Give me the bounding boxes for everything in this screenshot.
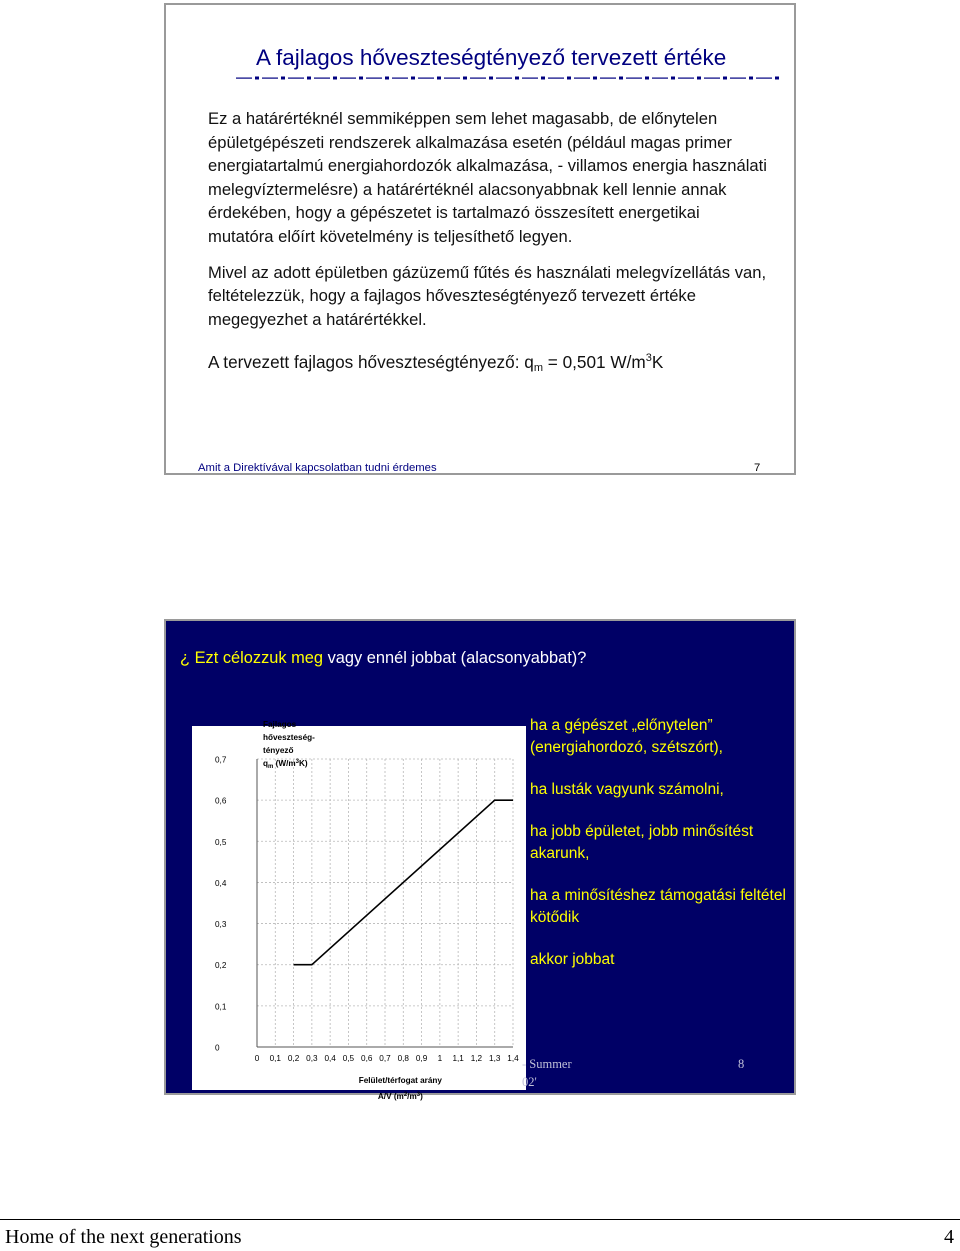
slide-8 bbox=[164, 619, 796, 1101]
rule-dash bbox=[314, 78, 330, 79]
y-axis-title-line: tényező bbox=[263, 746, 294, 755]
slide-question bbox=[180, 649, 586, 668]
rule-dot bbox=[411, 77, 415, 80]
rule-dash bbox=[652, 78, 668, 79]
question-rest: vagy ennél jobbat (alacsonyabbat)? bbox=[323, 649, 587, 667]
rule-dot bbox=[333, 77, 337, 80]
x-tick-label: 0,7 bbox=[379, 1054, 391, 1063]
rule-dot bbox=[541, 77, 545, 80]
rule-dash bbox=[574, 78, 590, 79]
y-axis-unit: $q_m$ $(W/m^3K)$ bbox=[263, 759, 308, 770]
slide-page-number: 8 bbox=[738, 1057, 745, 1071]
rule-dash bbox=[418, 78, 434, 79]
formula-superscript: 3 bbox=[645, 352, 652, 365]
formula-prefix: A tervezett fajlagos hőveszteségtényező: q bbox=[208, 352, 534, 373]
page-footer-text: Home of the next generations bbox=[5, 1226, 242, 1248]
rule-dot bbox=[385, 77, 389, 80]
formula-subscript: m bbox=[533, 362, 543, 375]
rule-dot bbox=[567, 77, 571, 80]
formula-suffix: K bbox=[651, 352, 664, 373]
rule-dash bbox=[340, 78, 356, 79]
reason-item: ha a minősítéshez támogatási feltétel kötődik bbox=[530, 887, 786, 926]
reason-item: akkor jobbat bbox=[530, 951, 615, 968]
reason-item: ha lusták vagyunk számolni, bbox=[530, 781, 724, 798]
rule-dash bbox=[444, 78, 460, 79]
rule-dot bbox=[515, 77, 519, 80]
title-rule bbox=[236, 76, 770, 80]
chart-grid bbox=[257, 759, 513, 1047]
slide-footer: Amit a Direktívával kapcsolatban tudni érdemes bbox=[198, 462, 437, 474]
rule-dot bbox=[775, 77, 779, 80]
rule-dot bbox=[307, 77, 311, 80]
question-highlight: Ezt célozzuk meg bbox=[194, 649, 324, 667]
slide-title: A fajlagos hőveszteségtényező tervezett értéke bbox=[256, 45, 727, 70]
rule-dot bbox=[697, 77, 701, 80]
x-tick-label: 1,2 bbox=[470, 1054, 483, 1063]
y-axis-title-line: Fajlagos bbox=[263, 720, 297, 729]
chart-panel bbox=[192, 720, 526, 1101]
paragraph-2: Mivel az adott épületben gázüzemű fűtés és használati melegvízellátás van, feltételezzük, hogy a fajlagos hőveszteségtényező tervezett értéke megegyezhet a határértékkel. bbox=[208, 262, 767, 329]
x-tick-label: 0,9 bbox=[415, 1054, 428, 1063]
y-tick-label: 0,6 bbox=[215, 796, 227, 806]
rule-dot bbox=[749, 77, 753, 80]
y-tick-label: 0 bbox=[215, 1043, 220, 1053]
paragraph-1: Ez a határértéknél semmiképpen sem lehet magasabb, de előnytelen épületgépészeti rendszerek alkalmazása esetén (például magas primer energiatartalmú energiahordozók alkalmazása, - villamos energia használati melegvíztermelésre) a határértéknél alacsonyabbnak kell lennie annak érdekében, hogy a gépészetet is tartalmazó összesített energetikai mutatóra előírt követelmény is teljesíthető legyen. bbox=[208, 109, 767, 246]
rule-dot bbox=[359, 77, 363, 80]
slide-page-number: 7 bbox=[754, 462, 761, 474]
x-tick-label: 0,6 bbox=[361, 1054, 373, 1063]
y-tick-label: 0,4 bbox=[215, 878, 227, 888]
x-tick-label: 1,4 bbox=[507, 1054, 519, 1063]
x-tick-label: 1 bbox=[437, 1054, 443, 1063]
y-tick-label: 0,3 bbox=[215, 920, 227, 930]
x-tick-label: 0,1 bbox=[269, 1054, 281, 1063]
slide-body bbox=[208, 107, 768, 393]
rule-dash bbox=[236, 78, 252, 79]
rule-dot bbox=[723, 77, 727, 80]
heat-loss-chart bbox=[192, 720, 526, 1101]
rule-dash bbox=[626, 78, 642, 79]
x-tick-label: 0,4 bbox=[324, 1054, 336, 1063]
x-axis-unit: A/V $(m^2/m^3)$ bbox=[377, 1092, 423, 1101]
rule-dash bbox=[730, 78, 746, 79]
y-tick-label: 0,7 bbox=[215, 755, 227, 765]
rule-dot bbox=[463, 77, 467, 80]
rule-dash bbox=[262, 78, 278, 79]
rule-dash bbox=[600, 78, 616, 79]
rule-dash bbox=[470, 78, 486, 79]
x-tick-label: 0,2 bbox=[287, 1054, 300, 1063]
rule-dash bbox=[522, 78, 538, 79]
rule-dot bbox=[593, 77, 597, 80]
rule-dash bbox=[548, 78, 564, 79]
page-number: 4 bbox=[944, 1226, 954, 1248]
rule-dash bbox=[392, 78, 408, 79]
chart-labels bbox=[263, 720, 442, 1101]
reason-list bbox=[530, 715, 798, 971]
rule-dash bbox=[704, 78, 720, 79]
slide-footer-fragment-2: 02' bbox=[522, 1075, 537, 1089]
rule-dot bbox=[281, 77, 285, 80]
rule-dash bbox=[496, 78, 512, 79]
rule-dash bbox=[288, 78, 304, 79]
rule-dash bbox=[366, 78, 382, 79]
inverted-question-mark: ¿ bbox=[180, 649, 191, 667]
formula-value: = 0,501 W/m bbox=[542, 352, 646, 373]
rule-dot bbox=[255, 77, 259, 80]
y-tick-label: 0,2 bbox=[215, 961, 227, 971]
slide-footer-fragment: - Summer bbox=[522, 1057, 572, 1071]
page-divider bbox=[0, 1219, 960, 1220]
x-tick-label: 1,3 bbox=[489, 1054, 501, 1063]
x-tick-label: 1,1 bbox=[452, 1054, 464, 1063]
x-tick-label: 0,3 bbox=[306, 1054, 318, 1063]
x-tick-label: 0,8 bbox=[397, 1054, 409, 1063]
y-axis-title-line: hőveszteség- bbox=[263, 733, 315, 742]
rule-dot bbox=[671, 77, 675, 80]
rule-dot bbox=[619, 77, 623, 80]
y-tick-label: 0,1 bbox=[215, 1002, 227, 1012]
rule-dot bbox=[489, 77, 493, 80]
rule-dash bbox=[756, 78, 772, 79]
y-tick-label: 0,5 bbox=[215, 837, 227, 847]
x-tick-label: 0 bbox=[254, 1054, 260, 1063]
formula-line bbox=[208, 347, 768, 381]
x-axis-title: Felület/térfogat arány bbox=[358, 1076, 442, 1085]
x-tick-label: 0,5 bbox=[342, 1054, 355, 1063]
rule-dash bbox=[678, 78, 694, 79]
reason-item: ha a gépészet „előnytelen” (energiahordozó, szétszórt), bbox=[530, 717, 723, 756]
rule-dot bbox=[437, 77, 441, 80]
slide-7 bbox=[164, 3, 796, 475]
rule-dot bbox=[645, 77, 649, 80]
reason-item: ha jobb épületet, jobb minősítést akarunk, bbox=[530, 823, 754, 862]
